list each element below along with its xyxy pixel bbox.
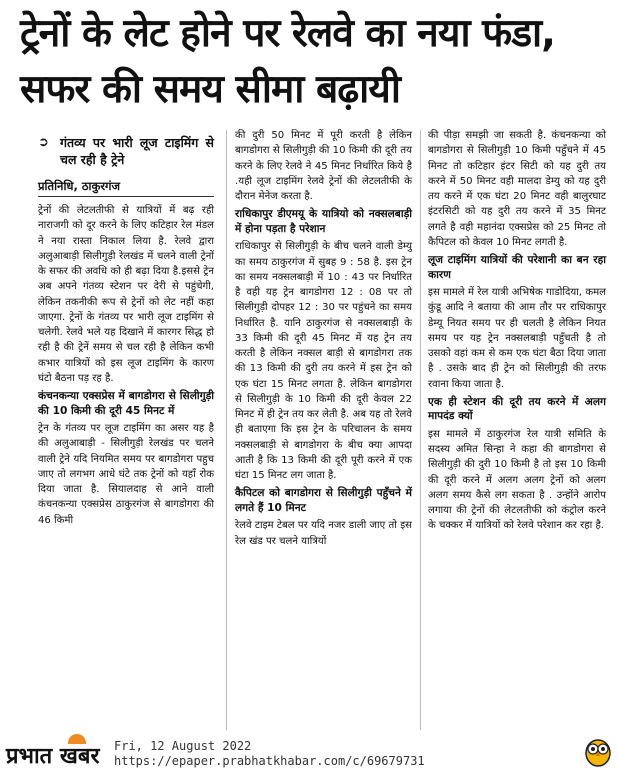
byline: प्रतिनिधि, ठाकुरगंज (38, 178, 214, 197)
owl-mascot-icon (584, 735, 612, 767)
paragraph: ट्रेन के गंतव्य पर लूज टाइमिंग का असर यह है की अलुआबाड़ी - सिलीगुड़ी रेलखंड पर चलने वाली ट्रेने यदि नियमित समय पर बागडोगरा पहुच जाए तो लगभग आधे घंटे तक ट्रेनों को यहाँ रोक दिया जाता है. सियालदाह से आने वाली कंचनकन्या एक्सप्रेस ठाकुरगंज से बागडोगरा की 46 किमी (38, 423, 214, 526)
subheading: कंचनकन्या एक्सप्रेस में बागडोगरा से सिलीगुड़ी की 10 किमी की दूरी 45 मिनट में (38, 390, 214, 417)
column-divider (420, 130, 421, 730)
paragraph: की पीड़ा समझी जा सकती है. कंचनकन्या को बागडोगरा से सिलीगुड़ी 10 किमी पहुँचने में 45 मिनट तो कटिहार इंटर सिटी को यह दुरी तय करने में 50 मिनट वही मालदा डेम्यु को यह दुरी तय करने में एक घंटा 20 मिनट वही बालुरघाट इंटरसिटी को यह दुरी तय करने में 35 मिनट लगते है वही महानंदा एक्सप्रेस को 25 मिनट तो कैपिटल को केवल 10 मिनट लगती है. (428, 130, 606, 248)
subheading: लूज टाइमिंग यात्रियों की परेशानी का बन रहा कारण (428, 254, 606, 281)
brand-logo: प्रभात खबर (6, 744, 100, 769)
paragraph: रेलवे टाइम टेबल पर यदि नजर डाली जाए तो इस रेल खंड पर चलने यात्रियों (235, 520, 412, 547)
footer (0, 732, 618, 776)
subheading: एक ही स्टेशन की दूरी तय करने में अलग मापदंड क्यों (428, 395, 606, 423)
kicker (38, 134, 214, 168)
epaper-url[interactable]: https://epaper.prabhatkhabar.com/c/69679731 (114, 754, 425, 768)
column-2 (235, 128, 412, 551)
paragraph: ट्रेनों की लेटलतीफी से यात्रियों में बढ़ रही नाराजगी को दूर करने के लिए कटिहार रेल मंडल ने नया रास्ता निकाल लिया है. रेलवे द्वारा अलुआबाड़ी सिलीगुड़ी रेलखंड में चलने वाली ट्रेनों के सफर की अवधि को ही बढ़ा दिया है.इससे ट्रेन अब अपने गंतव्य स्टेशन पर देरी से पहुंचेगी, लेकिन तकनीकी रूप से ट्रेनों को लेट नहीं कहा जाएगा. ट्रेनों के गंतव्य पर भारी लूज टाइमिंग से चलेगी. रेलवे भले यह दिखाने में कारगर सिद्ध हो रही है की ट्रेनें समय से चल रही है लेकिन कभी कभार यात्रियों को इस लूज टाइमिंग के कारण घंटो बैठना पड़ रह है. (38, 205, 214, 384)
paragraph: इस मामले में रेल यात्री अभिषेक गाडोदिया, कमल कुंडू आदि ने बताया की आम तौर पर राधिकापुर डेम्यू नियत समय पर ही चलती है लेकिन नियत समय पर यह ट्रेन नक्सलबाड़ी पहुँचती है तो उसको वहां कम से कम एक घंटा बैठा दिया जाता है . उसके बाद ही ट्रेन को सिलीगुड़ी की तरफ रवाना किया जाता है. (428, 287, 606, 390)
paragraph: राधिकापुर से सिलीगुड़ी के बीच चलने वाली डेम्यु का समय ठाकुरगंज में सुबह 9 : 58 है. इस ट्रेन का समय नक्सलबाड़ी में 10 : 43 पर निर्धारित है वही यह ट्रेन बागडोगरा 12 : 08 पर तो सिलीगुड़ी दोपहर 12 : 30 पर पहुंचने का समय निर्धारित है. यानि ठाकुरगंज से नक्सलबाड़ी के 33 किमी की दूरी 45 मिनट में यह ट्रेन तय करती है लेकिन नक्सल बाड़ी से बागडोगरा तक की 13 किमी की दुरी तय करने में इस ट्रेन को एक घंटा 15 मिनट लगता है. लेकिन बागडोगरा से सिलीगुड़ी के 10 किमी की दूरी केवल 22 मिनट में ही ट्रेन तय कर लेती है. अब यह तो रेलवे ही बताएगा कि इस ट्रेन के परिचालन के समय नक्सलबाड़ी से बागडोगरा के बीच क्या आपदा आती है कि 13 किमी की दूरी पूरी करने में एक घंटा 15 मिनट लग जाता है. (235, 241, 412, 481)
paragraph: की दुरी 50 मिनट में पूरी करती है लेकिन बागडोगरा से सिलीगुड़ी की 10 किमी की दूरी तय करने के लिए रेलवे ने 45 मिनट निर्धारित किये है .यही लूज टाइमिंग रेलवे ट्रेनों की लेटलतीफी के दौरान मेनेज करता है. (235, 130, 412, 202)
issue-date: Fri, 12 August 2022 (114, 739, 252, 753)
column-divider (226, 130, 227, 730)
arrow-icon: ➲ (38, 135, 49, 150)
paragraph: इस मामले में ठाकुरगंज रेल यात्री समिति के सदस्य अमित सिन्हा ने कहा की बागडोगरा से सिलीगुड़ी की दुरी 10 किमी है तो इस 10 किमी की दूरी करने में अलग अलग ट्रेनों को अलग अलग समय कैसे लग सकता है . उन्होंने आरोप लगाया की ट्रेनों की लेटलतीफी को कंट्रोल करने के चक्कर में यात्रियों को रेलवे परेशान कर रहा है. (428, 428, 606, 532)
kicker-text: गंतव्य पर भारी लूज टाइमिंग से चल रही है ट्रेने (60, 135, 214, 167)
column-3 (428, 128, 606, 536)
column-1 (38, 128, 214, 530)
footer-meta (114, 739, 425, 769)
subheading: राधिकापुर डीएमयू के यात्रियो को नक्सलबाड़ी में होना पड़ता है परेशान (235, 208, 412, 235)
subheading: कैपिटल को बागडोगरा से सिलीगुड़ी पहुँचने में लगते हैं 10 मिनट (235, 487, 412, 514)
headline: ट्रेनों के लेट होने पर रेलवे का नया फंडा, सफर की समय सीमा बढ़ायी (20, 11, 555, 112)
